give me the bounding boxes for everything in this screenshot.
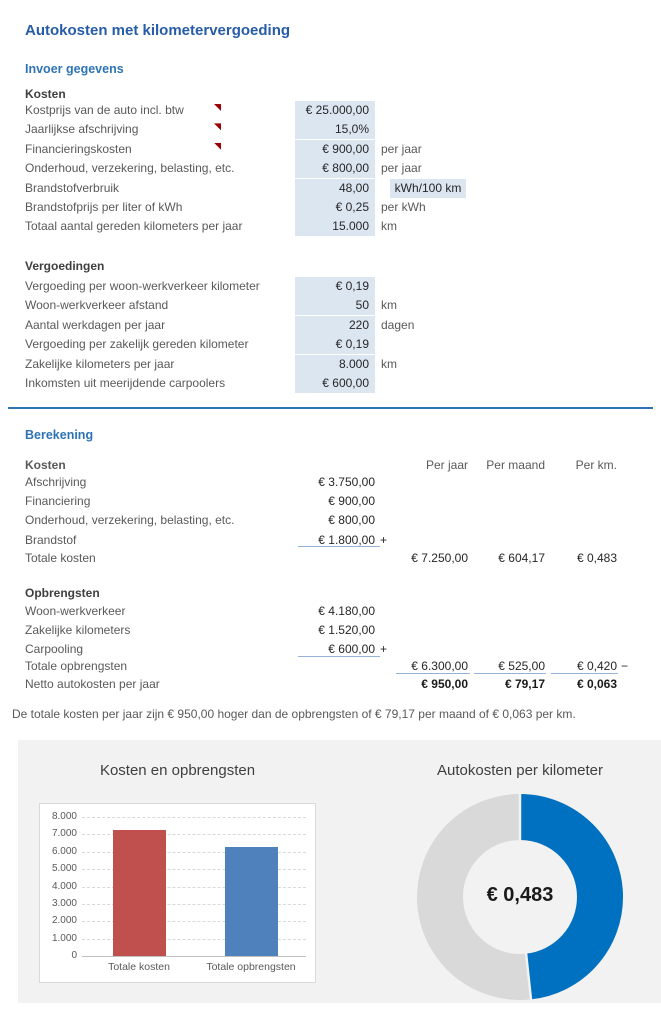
amount-value: € 4.180,00: [318, 604, 375, 618]
total-line-2: [474, 673, 546, 674]
amount-value: € 3.750,00: [318, 475, 375, 489]
x-axis-line: [82, 956, 306, 957]
x-category-label: Totale kosten: [108, 961, 170, 973]
y-tick-label: 6.000: [51, 845, 77, 857]
unit-label: per jaar: [381, 161, 422, 176]
totale-kosten-per-km: € 0,483: [576, 551, 617, 565]
input-row: [0, 296, 661, 315]
plus-operator: +: [380, 642, 388, 657]
summary-text: De totale kosten per jaar zijn € 950,00 hoger dan de opbrengsten of € 79,17 per maand of € 0,063 per km.: [12, 707, 576, 721]
totale-kosten-row: [0, 549, 661, 568]
section-heading-invoer: Invoer gegevens: [25, 62, 124, 76]
totale-kosten-per-maand: € 604,17: [498, 551, 545, 565]
input-value-cell[interactable]: € 600,00: [295, 374, 375, 393]
row-label: Brandstofverbruik: [25, 180, 120, 195]
unit-label: per kWh: [381, 199, 426, 214]
netto-per-jaar: € 950,00: [421, 677, 468, 691]
row-label: Woon-werkverkeer: [25, 604, 126, 618]
comment-marker-icon[interactable]: [214, 143, 221, 150]
x-category-label: Totale opbrengsten: [206, 961, 296, 973]
calc-row: [0, 492, 661, 511]
row-label: Financieringskosten: [25, 141, 132, 156]
row-label: Brandstofprijs per liter of kWh: [25, 199, 183, 214]
row-label: Afschrijving: [25, 475, 87, 489]
netto-per-km: € 0,063: [576, 677, 617, 691]
input-row: [0, 120, 661, 139]
input-value-cell[interactable]: 220: [295, 316, 375, 335]
y-tick-label: 8.000: [51, 811, 77, 822]
input-value-cell[interactable]: 15,0%: [295, 120, 375, 139]
input-row: [0, 355, 661, 374]
input-value-cell[interactable]: € 0,25: [295, 198, 375, 217]
calc-row: [0, 621, 661, 640]
col-header-per-jaar: Per jaar: [425, 458, 468, 472]
input-row: [0, 198, 661, 217]
input-value-cell[interactable]: € 900,00: [295, 140, 375, 159]
col-header-per-km: Per km.: [575, 458, 617, 472]
unit-label: km: [381, 219, 397, 234]
donut-chart-title: Autokosten per kilometer: [437, 762, 603, 779]
unit-label: km: [381, 356, 397, 371]
row-label: Woon-werkverkeer afstand: [25, 298, 169, 313]
y-tick-label: 0: [71, 950, 77, 961]
row-label: Financiering: [25, 494, 91, 509]
calc-row: [0, 602, 661, 621]
input-value-cell[interactable]: € 0,19: [295, 335, 375, 354]
row-label: Jaarlijkse afschrijving: [25, 122, 139, 137]
y-tick-label: 2.000: [51, 915, 77, 927]
row-label: Aantal werkdagen per jaar: [25, 317, 166, 332]
bar-1: [225, 847, 278, 956]
bar-chart-title: Kosten en opbrengsten: [99, 762, 256, 779]
row-label: Netto autokosten per jaar: [25, 677, 160, 691]
subheading-kosten-input: Kosten: [25, 87, 66, 101]
gridline: [82, 817, 306, 818]
minus-operator: −: [621, 659, 629, 673]
input-row: [0, 374, 661, 393]
input-row: [0, 335, 661, 354]
donut-center-label: € 0,483: [486, 884, 554, 906]
unit-label: km: [381, 298, 397, 313]
bar-0: [113, 830, 166, 956]
amount-value: € 800,00: [328, 513, 375, 528]
section-divider: [8, 407, 653, 409]
plus-operator: +: [380, 532, 388, 547]
calc-opbrengsten-rows: [0, 602, 661, 660]
input-row: [0, 159, 661, 178]
input-row: [0, 101, 661, 120]
input-row: [0, 179, 661, 198]
amount-value: € 1.800,00: [318, 532, 375, 547]
y-tick-label: 7.000: [51, 828, 77, 840]
row-label: Onderhoud, verzekering, belasting, etc.: [25, 513, 235, 528]
comment-marker-icon[interactable]: [214, 123, 221, 130]
comment-marker-icon[interactable]: [214, 104, 221, 111]
row-label: Vergoeding per woon-werkverkeer kilometer: [25, 279, 260, 293]
row-label: Brandstof: [25, 532, 77, 547]
bar-chart-plot[interactable]: [39, 803, 316, 983]
y-tick-label: 5.000: [51, 863, 77, 875]
totale-opbrengsten-per-jaar: € 6.300,00: [411, 659, 468, 673]
subheading-vergoedingen: Vergoedingen: [25, 259, 105, 273]
unit-label: per jaar: [381, 141, 422, 156]
row-label: Totaal aantal gereden kilometers per jaar: [25, 219, 243, 234]
total-line-1: [396, 673, 470, 674]
totale-opbrengsten-per-maand: € 525,00: [498, 659, 545, 673]
totale-opbrengsten-per-km: € 0,420: [576, 659, 617, 673]
input-value-cell[interactable]: € 0,19: [295, 277, 375, 296]
calc-row: [0, 473, 661, 492]
amount-value: € 600,00: [328, 642, 375, 657]
row-label: Totale opbrengsten: [25, 659, 128, 673]
row-label: Onderhoud, verzekering, belasting, etc.: [25, 161, 235, 176]
input-row: [0, 140, 661, 159]
row-label: Carpooling: [25, 642, 84, 657]
row-label: Zakelijke kilometers: [25, 623, 131, 638]
netto-per-maand: € 79,17: [504, 677, 545, 691]
row-label: Vergoeding per zakelijk gereden kilometer: [25, 337, 249, 352]
amount-value: € 900,00: [328, 494, 375, 509]
input-value-cell[interactable]: 50: [295, 296, 375, 315]
totale-kosten-per-jaar: € 7.250,00: [411, 551, 468, 565]
unit-dropdown-cell[interactable]: kWh/100 km: [390, 179, 466, 198]
section-heading-berekening: Berekening: [25, 428, 94, 442]
calc-header-kosten: Kosten: [25, 458, 66, 472]
y-tick-label: 1.000: [51, 932, 77, 944]
input-row: [0, 316, 661, 335]
netto-row: [0, 675, 661, 694]
amount-value: € 1.520,00: [318, 623, 375, 638]
input-value-cell[interactable]: 8.000: [295, 355, 375, 374]
row-label: Totale kosten: [25, 551, 96, 565]
calc-row: [0, 511, 661, 530]
sum-line-kosten: [298, 546, 380, 547]
input-value-cell[interactable]: € 800,00: [295, 159, 375, 178]
subheading-opbrengsten: Opbrengsten: [25, 586, 100, 600]
row-label: Inkomsten uit meerijdende carpoolers: [25, 375, 226, 390]
input-row: [0, 277, 661, 296]
col-header-per-maand: Per maand: [486, 458, 545, 472]
vergoedingen-input-rows: [0, 277, 661, 393]
calc-kosten-rows: [0, 473, 661, 550]
y-tick-label: 3.000: [51, 897, 77, 909]
page-title: Autokosten met kilometervergoeding: [25, 22, 291, 39]
input-row: [0, 217, 661, 236]
kosten-input-rows: [0, 101, 661, 237]
row-label: Kostprijs van de auto incl. btw: [25, 103, 184, 117]
unit-label: dagen: [381, 317, 415, 332]
total-line-3: [551, 673, 618, 674]
input-value-cell[interactable]: 15.000: [295, 217, 375, 236]
y-tick-label: 4.000: [51, 880, 77, 892]
input-value-cell[interactable]: € 25.000,00: [295, 101, 375, 120]
input-value-cell[interactable]: 48,00: [295, 179, 375, 198]
row-label: Zakelijke kilometers per jaar: [25, 356, 175, 371]
